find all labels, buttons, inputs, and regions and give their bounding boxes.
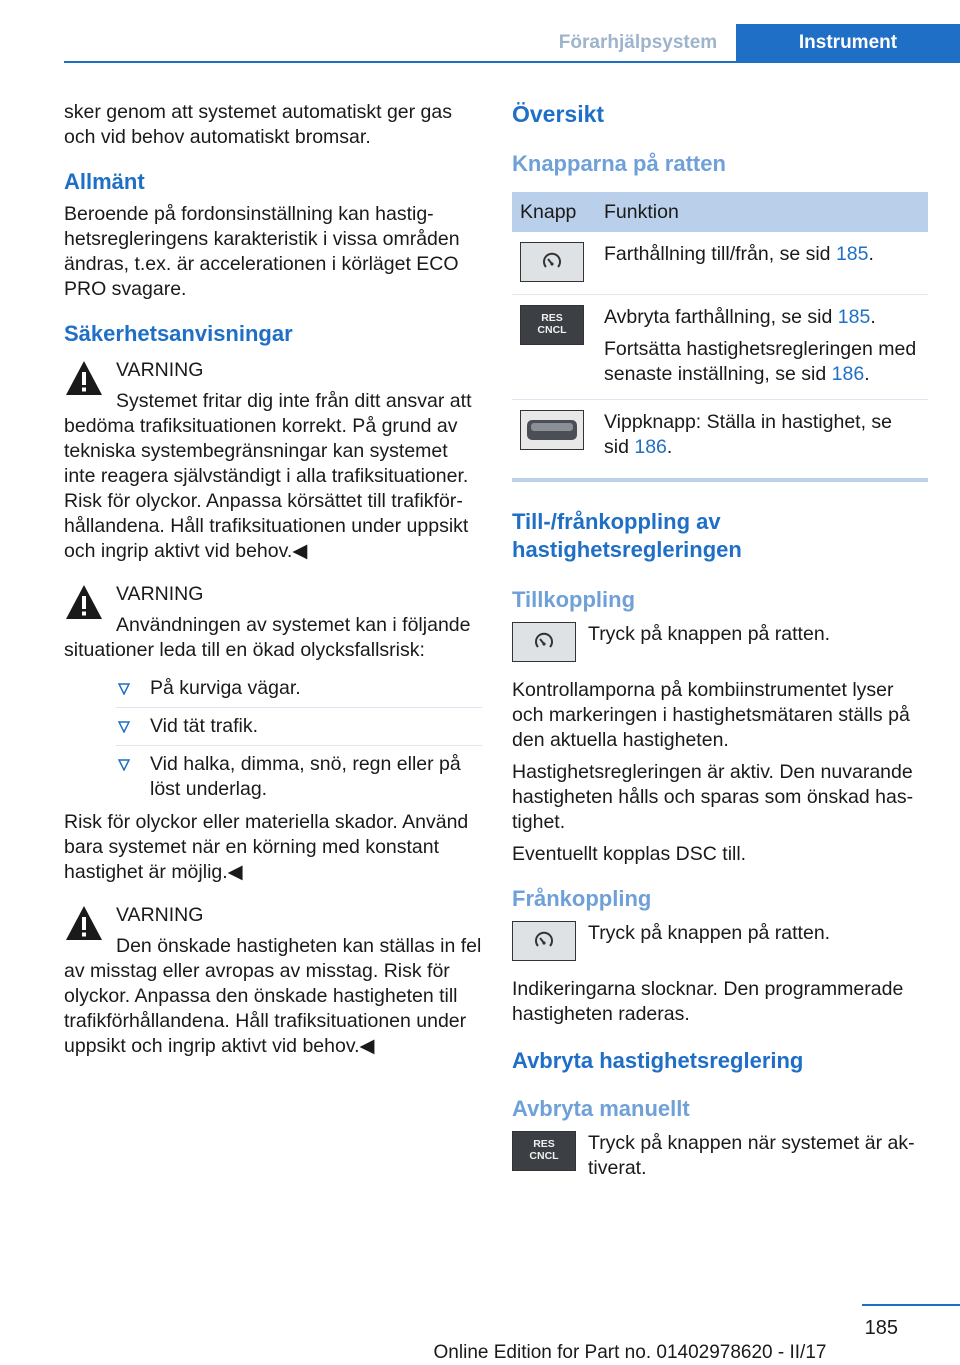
triangle-bullet-icon [118,759,130,771]
rocker-switch-icon [520,410,584,450]
left-column [64,100,482,1066]
table-row [512,400,928,473]
list-item: Vid tät trafik. [116,708,482,746]
table-row [512,295,928,400]
warning-triangle-icon [64,903,104,943]
res-cncl-button-icon: RES CNCL [512,1131,576,1171]
header-rule [64,61,960,63]
warning-lead: Användningen av systemet kan i följande situationer leda till en ökad olycksfallsrisk: [64,614,471,661]
off-text: Indikeringarna slocknar. Den programmerade hastigheten raderas. [512,978,904,1025]
page-link[interactable]: 186 [634,436,667,458]
header-tab-instrument[interactable]: Instrument [736,24,960,61]
table-end-rule [512,478,928,482]
table-header-row [512,192,928,232]
off-instruction [512,921,928,961]
list-item: Vid halka, dimma, snö, regn eller på löst underlag. [116,746,482,808]
cruise-control-button-icon [512,921,576,961]
warning-triangle-icon [64,358,104,398]
table-row [512,232,928,295]
cancel-heading: Avbryta hastighetsreglering [512,1048,804,1073]
row-function-text: Vippknapp: Ställa in hastighet, se sid 186. [604,411,893,458]
page-number: 185 [864,1317,898,1339]
general-text: Beroende på fordonsinställning kan hastighetsregleringens karakteristik i vissa områden ändras, t.ex. är accelerationen i körläget ECO PRO svagare. [64,203,460,300]
on-instruction [512,622,928,662]
manual-instruction [512,1131,928,1181]
on-text-1: Kontrollamporna på kombiinstrumentet lyser och markeringen i hastighetsmätaren ställs på den aktuella hastigheten. [512,679,910,751]
off-press-text: Tryck på knappen på ratten. [588,922,831,944]
warning-title: VARNING [116,359,204,381]
safety-heading: Säkerhetsanvisningar [64,321,293,346]
overview-heading: Översikt [512,101,605,127]
row-function-text: Avbryta farthållning, se sid 185. Fortsätta hastighetsregleringen med senaste inställning, se sid 186. [596,295,928,400]
triangle-bullet-icon [118,721,130,733]
warning-block-2 [64,582,482,885]
on-text-3: Eventuellt kopplas DSC till. [512,843,747,865]
res-cncl-button-icon: RES CNCL [520,305,584,345]
buttons-table [512,192,928,472]
warning-title: VARNING [116,904,204,926]
intro-text: sker genom att systemet automatiskt ger gas och vid behov automatiskt bromsar. [64,101,453,148]
triangle-bullet-icon [118,683,130,695]
warning-triangle-icon [64,582,104,622]
warning-block-3 [64,903,482,1059]
col-header-key: Knapp [512,192,596,232]
warning-text: Den önskade hastigheten kan ställas in fel av misstag eller avropas av misstag. Risk för olyckor. Anpassa den önskade hastigheten till trafikförhållandena. Håll trafiksituationen under uppsikt och ingrip aktivt vid behov.◀ [64,935,482,1057]
header-tab-driver-assistance[interactable]: Förarhjälpsystem [540,24,736,61]
warning-title: VARNING [116,583,204,605]
cruise-control-button-icon [520,242,584,282]
manual-press-text: Tryck på knappen när systemet är aktiverat. [588,1132,915,1179]
list-item: På kurviga vägar. [116,670,482,708]
on-press-text: Tryck på knappen på ratten. [588,623,831,645]
page-link[interactable]: 185 [837,306,871,328]
edition-text: Online Edition for Part no. 01402978620 - II/17 [433,1342,827,1363]
buttons-heading: Knapparna på ratten [512,151,726,176]
on-heading: Tillkoppling [512,587,636,612]
warning-block-1 [64,358,482,564]
general-heading: Allmänt [64,169,145,194]
warning-text: Risk för olyckor eller materiella skador. Använd bara systemet när en körning med konstant hastighet är möjlig.◀ [64,811,469,883]
on-text-2: Hastighetsregleringen är aktiv. Den nuvarande hastigheten hålls och sparas som önskad hastighet. [512,761,914,833]
right-column [512,100,928,1197]
row-function-text: Farthållning till/från, se sid 185. [596,232,928,295]
page-link[interactable]: 186 [831,363,865,385]
manual-heading: Avbryta manuellt [512,1096,690,1121]
warning-text: Systemet fritar dig inte från ditt ansvar att bedöma trafiksituationen korrekt. På grund av tekniska systembegränsningar kan systemet inte reagera självständigt i alla trafiksituationer. Risk för olyckor. Anpassa körsättet till trafikförhållandena. Håll trafiksituationen under uppsikt och ingrip aktivt vid behov.◀ [64,390,472,562]
onoff-heading: Till-/frånkoppling av hastighetsregleringen [512,509,742,562]
page-link[interactable]: 185 [835,243,869,265]
footer-rule [862,1304,960,1306]
col-header-function: Funktion [596,192,928,232]
cruise-control-button-icon [512,622,576,662]
off-heading: Frånkoppling [512,886,652,911]
warning-bullet-list [116,670,482,808]
